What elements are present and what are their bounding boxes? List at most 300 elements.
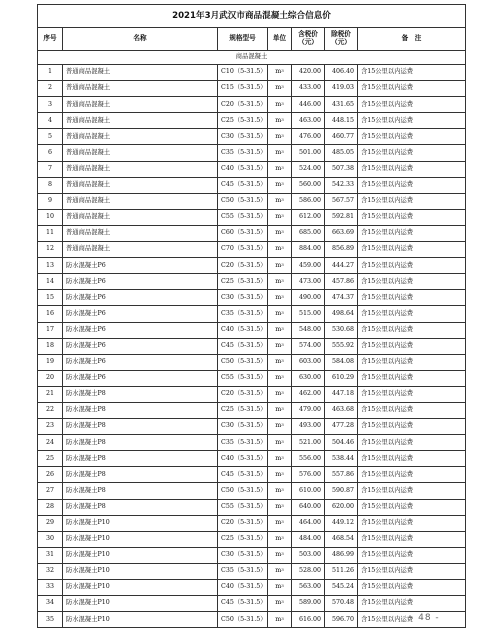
- row-name: 普通商品混凝土: [63, 209, 218, 225]
- row-unit: [268, 209, 292, 225]
- row-spec: C55（5-31.5）: [218, 370, 268, 386]
- row-spec: C15（5-31.5）: [218, 81, 268, 97]
- unit-base: m: [275, 438, 282, 446]
- row-unit: [268, 242, 292, 258]
- table-row: [38, 580, 466, 596]
- row-price-tax: 446.00: [292, 97, 325, 113]
- row-name: 防水混凝土P6: [63, 322, 218, 338]
- row-spec: C50（5-31.5）: [218, 193, 268, 209]
- row-name: 防水混凝土P10: [63, 612, 218, 628]
- unit-exponent: 3: [281, 100, 284, 106]
- unit-exponent: 3: [281, 132, 284, 138]
- header-name: 名称: [63, 28, 218, 51]
- row-no: 23: [38, 419, 63, 435]
- row-price-tax: 640.00: [292, 499, 325, 515]
- unit-base: m: [275, 406, 282, 414]
- row-price-tax: 586.00: [292, 193, 325, 209]
- row-price-notax: 444.27: [325, 258, 358, 274]
- table-row: [38, 531, 466, 547]
- unit-exponent: 3: [281, 502, 284, 508]
- row-unit: [268, 483, 292, 499]
- unit-base: m: [275, 245, 282, 253]
- row-no: 34: [38, 596, 63, 612]
- row-no: 8: [38, 177, 63, 193]
- unit-exponent: 3: [281, 519, 284, 525]
- unit-base: m: [275, 181, 282, 189]
- unit-exponent: 3: [281, 181, 284, 187]
- row-unit: [268, 338, 292, 354]
- row-spec: C45（5-31.5）: [218, 467, 268, 483]
- row-unit: [268, 515, 292, 531]
- row-price-tax: 630.00: [292, 370, 325, 386]
- row-price-notax: 507.38: [325, 161, 358, 177]
- row-price-tax: 560.00: [292, 177, 325, 193]
- row-no: 13: [38, 258, 63, 274]
- row-spec: C40（5-31.5）: [218, 322, 268, 338]
- row-price-notax: 596.70: [325, 612, 358, 628]
- row-remark: 含15公里以内运费: [358, 563, 466, 579]
- row-spec: C30（5-31.5）: [218, 129, 268, 145]
- unit-exponent: 3: [281, 374, 284, 380]
- row-name: 防水混凝土P6: [63, 258, 218, 274]
- row-name: 普通商品混凝土: [63, 177, 218, 193]
- row-price-tax: 503.00: [292, 547, 325, 563]
- unit-exponent: 3: [281, 309, 284, 315]
- row-name: 普通商品混凝土: [63, 113, 218, 129]
- unit-base: m: [275, 84, 282, 92]
- row-unit: [268, 563, 292, 579]
- row-unit: [268, 145, 292, 161]
- unit-exponent: 3: [281, 454, 284, 460]
- table-row: [38, 322, 466, 338]
- row-price-notax: 542.33: [325, 177, 358, 193]
- unit-exponent: 3: [281, 229, 284, 235]
- unit-base: m: [275, 293, 282, 301]
- row-name: 防水混凝土P8: [63, 499, 218, 515]
- row-no: 26: [38, 467, 63, 483]
- row-price-notax: 570.48: [325, 596, 358, 612]
- row-price-notax: 486.99: [325, 547, 358, 563]
- unit-exponent: 3: [281, 535, 284, 541]
- table-row: [38, 258, 466, 274]
- row-no: 12: [38, 242, 63, 258]
- row-remark: 含15公里以内运费: [358, 97, 466, 113]
- row-price-notax: 663.69: [325, 225, 358, 241]
- row-no: 10: [38, 209, 63, 225]
- row-price-tax: 463.00: [292, 113, 325, 129]
- unit-base: m: [275, 164, 282, 172]
- row-name: 防水混凝土P6: [63, 370, 218, 386]
- row-remark: 含15公里以内运费: [358, 81, 466, 97]
- row-remark: 含15公里以内运费: [358, 338, 466, 354]
- row-name: 防水混凝土P8: [63, 435, 218, 451]
- row-name: 防水混凝土P10: [63, 596, 218, 612]
- row-unit: [268, 435, 292, 451]
- row-price-tax: 685.00: [292, 225, 325, 241]
- unit-base: m: [275, 148, 282, 156]
- table-row: [38, 209, 466, 225]
- row-price-notax: 620.00: [325, 499, 358, 515]
- row-unit: [268, 451, 292, 467]
- row-price-notax: 447.18: [325, 386, 358, 402]
- row-price-notax: 538.44: [325, 451, 358, 467]
- row-unit: [268, 193, 292, 209]
- row-price-tax: 610.00: [292, 483, 325, 499]
- unit-exponent: 3: [281, 261, 284, 267]
- unit-base: m: [275, 197, 282, 205]
- row-unit: [268, 258, 292, 274]
- table-row: [38, 435, 466, 451]
- row-no: 6: [38, 145, 63, 161]
- table-row: [38, 370, 466, 386]
- row-price-notax: 545.24: [325, 580, 358, 596]
- row-remark: 含15公里以内运费: [358, 596, 466, 612]
- row-no: 33: [38, 580, 63, 596]
- row-no: 7: [38, 161, 63, 177]
- row-remark: 含15公里以内运费: [358, 113, 466, 129]
- row-no: 24: [38, 435, 63, 451]
- unit-base: m: [275, 358, 282, 366]
- unit-base: m: [275, 454, 282, 462]
- row-price-tax: 603.00: [292, 354, 325, 370]
- row-price-tax: 521.00: [292, 435, 325, 451]
- row-remark: 含15公里以内运费: [358, 451, 466, 467]
- table-row: [38, 65, 466, 81]
- row-name: 防水混凝土P8: [63, 386, 218, 402]
- row-unit: [268, 322, 292, 338]
- unit-exponent: 3: [281, 358, 284, 364]
- row-spec: C35（5-31.5）: [218, 145, 268, 161]
- table-row: [38, 612, 466, 628]
- row-spec: C25（5-31.5）: [218, 531, 268, 547]
- table-row: [38, 402, 466, 418]
- row-price-tax: 589.00: [292, 596, 325, 612]
- unit-exponent: 3: [281, 148, 284, 154]
- row-remark: 含15公里以内运费: [358, 612, 466, 628]
- row-name: 防水混凝土P6: [63, 306, 218, 322]
- row-no: 31: [38, 547, 63, 563]
- row-remark: 含15公里以内运费: [358, 531, 466, 547]
- unit-base: m: [275, 341, 282, 349]
- header-price-tax: 含税价 （元）: [292, 28, 325, 51]
- row-spec: C35（5-31.5）: [218, 563, 268, 579]
- unit-base: m: [275, 229, 282, 237]
- table-row: [38, 225, 466, 241]
- row-price-notax: 460.77: [325, 129, 358, 145]
- table-row: [38, 499, 466, 515]
- row-price-notax: 610.29: [325, 370, 358, 386]
- row-price-tax: 420.00: [292, 65, 325, 81]
- row-no: 32: [38, 563, 63, 579]
- row-remark: 含15公里以内运费: [358, 129, 466, 145]
- unit-base: m: [275, 422, 282, 430]
- row-remark: 含15公里以内运费: [358, 322, 466, 338]
- row-price-tax: 433.00: [292, 81, 325, 97]
- row-unit: [268, 225, 292, 241]
- row-price-notax: 511.26: [325, 563, 358, 579]
- unit-exponent: 3: [281, 213, 284, 219]
- table-row: [38, 547, 466, 563]
- row-price-tax: 490.00: [292, 290, 325, 306]
- row-spec: C60（5-31.5）: [218, 225, 268, 241]
- unit-base: m: [275, 390, 282, 398]
- row-spec: C25（5-31.5）: [218, 402, 268, 418]
- row-remark: 含15公里以内运费: [358, 435, 466, 451]
- unit-exponent: 3: [281, 438, 284, 444]
- row-price-notax: 474.37: [325, 290, 358, 306]
- row-price-notax: 590.87: [325, 483, 358, 499]
- unit-base: m: [275, 519, 282, 527]
- row-name: 防水混凝土P8: [63, 451, 218, 467]
- row-unit: [268, 161, 292, 177]
- unit-exponent: 3: [281, 197, 284, 203]
- page-number: - 48 -: [410, 613, 440, 623]
- row-spec: C10（5-31.5）: [218, 65, 268, 81]
- unit-exponent: 3: [281, 116, 284, 122]
- row-unit: [268, 547, 292, 563]
- row-remark: 含15公里以内运费: [358, 145, 466, 161]
- row-spec: C35（5-31.5）: [218, 306, 268, 322]
- row-price-notax: 584.08: [325, 354, 358, 370]
- row-name: 防水混凝土P8: [63, 402, 218, 418]
- row-name: 普通商品混凝土: [63, 225, 218, 241]
- unit-base: m: [275, 309, 282, 317]
- table-row: [38, 563, 466, 579]
- row-spec: C40（5-31.5）: [218, 161, 268, 177]
- row-price-tax: 459.00: [292, 258, 325, 274]
- row-price-tax: 616.00: [292, 612, 325, 628]
- row-name: 防水混凝土P8: [63, 483, 218, 499]
- unit-base: m: [275, 374, 282, 382]
- table-body: [38, 65, 466, 628]
- row-no: 18: [38, 338, 63, 354]
- unit-exponent: 3: [281, 422, 284, 428]
- row-unit: [268, 129, 292, 145]
- unit-base: m: [275, 535, 282, 543]
- row-remark: 含15公里以内运费: [358, 402, 466, 418]
- row-unit: [268, 596, 292, 612]
- row-spec: C25（5-31.5）: [218, 274, 268, 290]
- header-row: [38, 28, 466, 51]
- unit-exponent: 3: [281, 599, 284, 605]
- row-no: 4: [38, 113, 63, 129]
- row-price-notax: 463.68: [325, 402, 358, 418]
- row-unit: [268, 467, 292, 483]
- unit-exponent: 3: [281, 567, 284, 573]
- table-row: [38, 483, 466, 499]
- row-price-tax: 473.00: [292, 274, 325, 290]
- row-price-notax: 449.12: [325, 515, 358, 531]
- row-price-notax: 419.03: [325, 81, 358, 97]
- row-name: 防水混凝土P10: [63, 515, 218, 531]
- unit-base: m: [275, 213, 282, 221]
- row-spec: C55（5-31.5）: [218, 209, 268, 225]
- row-remark: 含15公里以内运费: [358, 419, 466, 435]
- row-price-tax: 556.00: [292, 451, 325, 467]
- table-row: [38, 97, 466, 113]
- row-spec: C30（5-31.5）: [218, 547, 268, 563]
- row-name: 防水混凝土P6: [63, 290, 218, 306]
- unit-base: m: [275, 325, 282, 333]
- unit-base: m: [275, 599, 282, 607]
- unit-exponent: 3: [281, 390, 284, 396]
- row-no: 27: [38, 483, 63, 499]
- unit-exponent: 3: [281, 325, 284, 331]
- table-row: [38, 290, 466, 306]
- row-name: 普通商品混凝土: [63, 242, 218, 258]
- row-unit: [268, 370, 292, 386]
- row-no: 19: [38, 354, 63, 370]
- row-price-notax: 468.54: [325, 531, 358, 547]
- row-price-notax: 504.46: [325, 435, 358, 451]
- table-row: [38, 161, 466, 177]
- table-row: [38, 81, 466, 97]
- row-spec: C40（5-31.5）: [218, 580, 268, 596]
- unit-base: m: [275, 261, 282, 269]
- unit-base: m: [275, 486, 282, 494]
- row-price-notax: 856.89: [325, 242, 358, 258]
- row-unit: [268, 354, 292, 370]
- unit-exponent: 3: [281, 245, 284, 251]
- header-remark: 备 注: [358, 28, 466, 51]
- unit-exponent: 3: [281, 68, 284, 74]
- row-spec: C20（5-31.5）: [218, 515, 268, 531]
- row-unit: [268, 306, 292, 322]
- row-remark: 含15公里以内运费: [358, 290, 466, 306]
- row-no: 5: [38, 129, 63, 145]
- row-name: 防水混凝土P6: [63, 354, 218, 370]
- row-name: 防水混凝土P6: [63, 338, 218, 354]
- row-spec: C50（5-31.5）: [218, 612, 268, 628]
- row-price-tax: 576.00: [292, 467, 325, 483]
- table-row: [38, 451, 466, 467]
- unit-base: m: [275, 116, 282, 124]
- row-remark: 含15公里以内运费: [358, 467, 466, 483]
- row-name: 防水混凝土P10: [63, 531, 218, 547]
- row-remark: 含15公里以内运费: [358, 242, 466, 258]
- row-no: 35: [38, 612, 63, 628]
- unit-exponent: 3: [281, 84, 284, 90]
- row-remark: 含15公里以内运费: [358, 483, 466, 499]
- unit-base: m: [275, 68, 282, 76]
- row-no: 11: [38, 225, 63, 241]
- unit-base: m: [275, 567, 282, 575]
- row-no: 21: [38, 386, 63, 402]
- unit-exponent: 3: [281, 406, 284, 412]
- row-price-notax: 448.15: [325, 113, 358, 129]
- row-unit: [268, 499, 292, 515]
- table-row: [38, 386, 466, 402]
- row-spec: C30（5-31.5）: [218, 290, 268, 306]
- unit-base: m: [275, 615, 282, 623]
- unit-base: m: [275, 502, 282, 510]
- unit-exponent: 3: [281, 470, 284, 476]
- row-remark: 含15公里以内运费: [358, 193, 466, 209]
- row-name: 防水混凝土P8: [63, 467, 218, 483]
- row-name: 普通商品混凝土: [63, 145, 218, 161]
- row-price-notax: 498.64: [325, 306, 358, 322]
- table-row: [38, 596, 466, 612]
- row-unit: [268, 612, 292, 628]
- row-unit: [268, 97, 292, 113]
- unit-exponent: 3: [281, 164, 284, 170]
- table-row: [38, 354, 466, 370]
- row-name: 防水混凝土P10: [63, 580, 218, 596]
- row-unit: [268, 531, 292, 547]
- row-no: 16: [38, 306, 63, 322]
- row-no: 9: [38, 193, 63, 209]
- row-price-tax: 574.00: [292, 338, 325, 354]
- row-name: 普通商品混凝土: [63, 193, 218, 209]
- row-price-tax: 548.00: [292, 322, 325, 338]
- table-row: [38, 242, 466, 258]
- table-row: [38, 515, 466, 531]
- row-spec: C20（5-31.5）: [218, 258, 268, 274]
- row-spec: C35（5-31.5）: [218, 435, 268, 451]
- table-row: [38, 306, 466, 322]
- row-price-tax: 479.00: [292, 402, 325, 418]
- row-unit: [268, 290, 292, 306]
- row-spec: C45（5-31.5）: [218, 596, 268, 612]
- row-name: 普通商品混凝土: [63, 65, 218, 81]
- section-label: 商品混凝土: [38, 51, 466, 65]
- table-row: [38, 113, 466, 129]
- row-name: 普通商品混凝土: [63, 81, 218, 97]
- row-remark: 含15公里以内运费: [358, 547, 466, 563]
- row-remark: 含15公里以内运费: [358, 65, 466, 81]
- unit-exponent: 3: [281, 486, 284, 492]
- row-unit: [268, 113, 292, 129]
- table-title: 2021年3月武汉市商品混凝土综合信息价: [38, 5, 466, 28]
- row-price-notax: 431.65: [325, 97, 358, 113]
- row-no: 20: [38, 370, 63, 386]
- table-row: [38, 274, 466, 290]
- row-price-tax: 884.00: [292, 242, 325, 258]
- unit-base: m: [275, 132, 282, 140]
- row-unit: [268, 419, 292, 435]
- row-spec: C40（5-31.5）: [218, 451, 268, 467]
- unit-base: m: [275, 551, 282, 559]
- row-spec: C55（5-31.5）: [218, 499, 268, 515]
- row-spec: C70（5-31.5）: [218, 242, 268, 258]
- row-spec: C45（5-31.5）: [218, 338, 268, 354]
- row-no: 15: [38, 290, 63, 306]
- row-no: 2: [38, 81, 63, 97]
- row-price-tax: 501.00: [292, 145, 325, 161]
- table-row: [38, 177, 466, 193]
- row-name: 普通商品混凝土: [63, 161, 218, 177]
- unit-base: m: [275, 277, 282, 285]
- row-no: 22: [38, 402, 63, 418]
- row-no: 17: [38, 322, 63, 338]
- row-price-notax: 592.81: [325, 209, 358, 225]
- row-name: 防水混凝土P8: [63, 419, 218, 435]
- row-unit: [268, 386, 292, 402]
- row-spec: C20（5-31.5）: [218, 97, 268, 113]
- row-price-tax: 462.00: [292, 386, 325, 402]
- table-row: [38, 338, 466, 354]
- row-price-tax: 563.00: [292, 580, 325, 596]
- row-unit: [268, 65, 292, 81]
- price-table: [37, 4, 466, 628]
- row-spec: C25（5-31.5）: [218, 113, 268, 129]
- table-row: [38, 193, 466, 209]
- row-remark: 含15公里以内运费: [358, 306, 466, 322]
- row-unit: [268, 177, 292, 193]
- row-price-notax: 555.92: [325, 338, 358, 354]
- row-unit: [268, 580, 292, 596]
- header-spec: 规格型号: [218, 28, 268, 51]
